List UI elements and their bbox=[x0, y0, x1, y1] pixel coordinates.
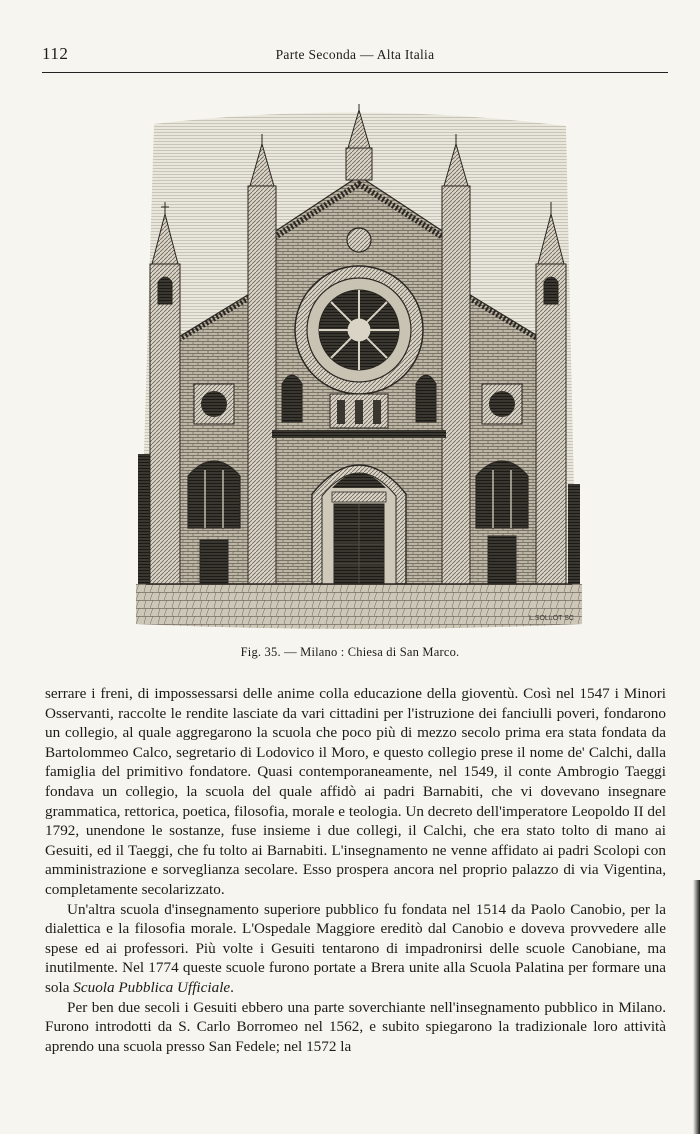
page-header bbox=[42, 44, 668, 68]
aisle-window-right bbox=[476, 461, 528, 528]
paragraph bbox=[45, 998, 666, 1057]
side-door-left bbox=[200, 540, 228, 584]
page-number: 112 bbox=[42, 44, 69, 63]
paragraph-text: Un'altra scuola d'insegnamento superiore pubblico fu fondata nel 1514 da Paolo Canobio, per la dialettica e la filosofia morale. L'Ospedale Maggiore ereditò dal Canobio e doveva provvedere alle spese ed ai professori. Più volte i Gesuiti tentarono di impadronirsi delle scuole Canobiane, ma inutilmente. Nel 1774 queste scuole furono portate a Brera unite alla Scuola Palatina per formare una sola bbox=[45, 900, 666, 996]
body-text bbox=[45, 684, 666, 1056]
paragraph-text: . bbox=[230, 978, 234, 996]
page-edge-shadow bbox=[693, 880, 700, 1134]
paragraph-text: Per ben due secoli i Gesuiti ebbero una parte soverchiante nell'insegnamento pubblico in Milano. Furono introdotti da S. Carlo Borromeo nel 1562, e subito spiegarono la tradizionale loro attività aprendo una scuola presso San Fedele; nel 1572 la bbox=[45, 998, 666, 1055]
engraver-signature: L.SOLLOT SC bbox=[528, 615, 574, 622]
right-inner-pier bbox=[442, 134, 470, 584]
frieze-band bbox=[272, 430, 446, 438]
right-building bbox=[568, 484, 580, 584]
right-outer-pier bbox=[536, 202, 566, 584]
lancet-window-left bbox=[282, 375, 302, 422]
lancet-window-right bbox=[416, 375, 436, 422]
paragraph bbox=[45, 900, 666, 998]
niche-right bbox=[544, 277, 558, 304]
italic-text: Scuola Pubblica Ufficiale bbox=[73, 978, 231, 996]
main-portal bbox=[312, 465, 406, 584]
paragraph bbox=[45, 684, 666, 900]
gable-oculus bbox=[347, 228, 371, 252]
pavement bbox=[136, 584, 582, 629]
side-door-right bbox=[488, 536, 516, 584]
church-engraving bbox=[136, 104, 582, 632]
figure-caption: Fig. 35. — Milano : Chiesa di San Marco. bbox=[240, 645, 460, 659]
left-inner-pier bbox=[248, 134, 276, 584]
running-head: Parte Seconda — Alta Italia bbox=[275, 47, 435, 62]
niche-left bbox=[158, 277, 172, 304]
header-rule bbox=[42, 72, 668, 73]
left-outer-pier bbox=[150, 202, 180, 584]
paragraph-text: serrare i freni, di impossessarsi delle anime colla educazione della gioventù. Così nel 1547 i Minori Osservanti, raccolte le rendite lasciate da vari cittadini per l'istruzione dei fanciulli poveri, fondarono un collegio, al quale aggregarono la scuola che poco più di mezzo secolo prima era stata fondata da Bartolommeo Calco, segretario di Lodovico il Moro, e questo collegio prese il nome de' Calchi, dalla famiglia del primitivo fondatore. Quasi contemporaneamente, nel 1549, il conte Ambrogio Taeggi fondava un collegio, la scuola del quale affidò ai padri Barnabiti, che vi dovevano insegnare grammatica, rettorica, poetica, filosofia, morale e teologia. Un decreto dell'imperatore Leopoldo II del 1792, unendone le sostanze, fuse insieme i due collegi, il Calchi, che era stato tolto di mano ai Gesuiti, ed il Taeggi, che fu tolto ai Barnabiti. L'insegnamento ne venne affidato ai padri Scolopi con amministrazione e sorveglianza secolare. Esso prospera ancora nel proprio palazzo di via Vigentina, completamente secolarizzato. bbox=[45, 685, 666, 898]
rose-window bbox=[295, 266, 423, 394]
aisle-window-left bbox=[188, 461, 240, 528]
